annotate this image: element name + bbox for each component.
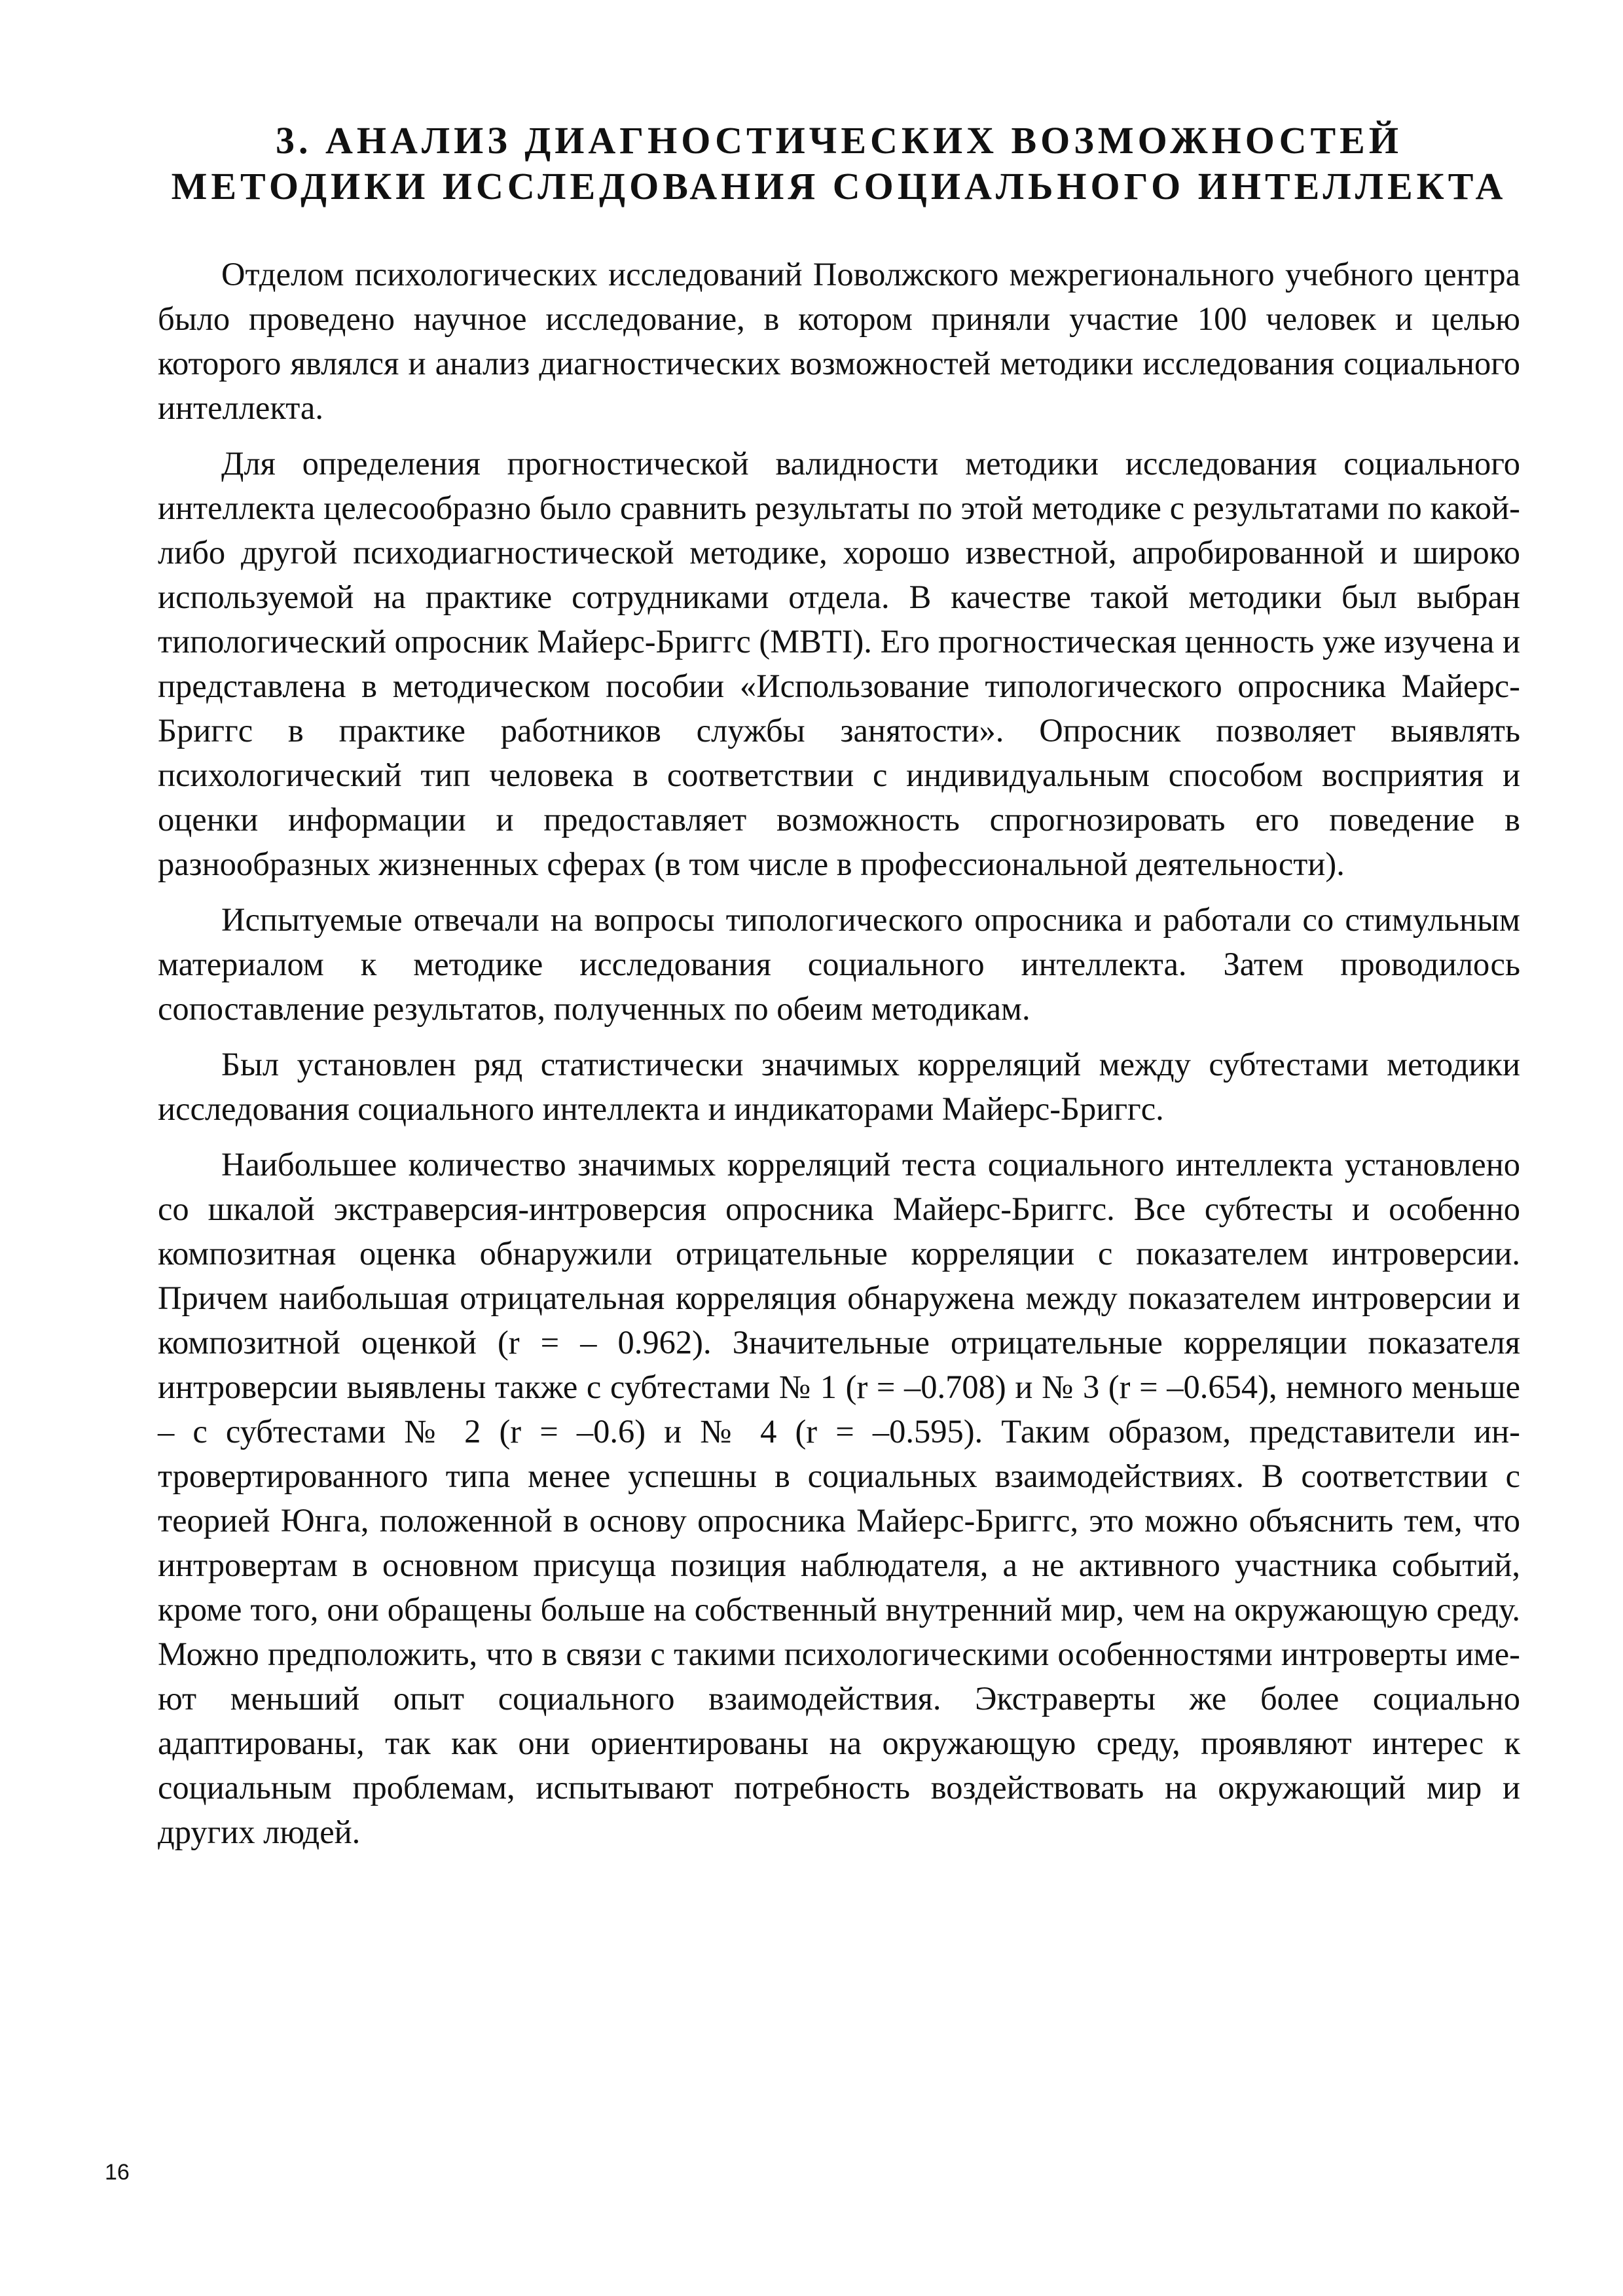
section-title-line-2: МЕТОДИКИ ИССЛЕДОВАНИЯ СОЦИАЛЬНОГО ИНТЕЛЛЕКТА — [171, 165, 1507, 207]
paragraph: Был установлен ряд статистически значимых корреляций между субтестами методики исследования социального интеллекта и индикаторами Майерс-Бриггс. — [158, 1046, 1520, 1127]
paragraph: Наибольшее количество значимых корреляций теста социального интеллекта установлено со шкалой экстраверсия-интроверсия опросника Майерс-Бриггс. Все субтесты и особенно композитная оценка обнаружили отрицательные корреляции с показателем интроверсии. Причем наибольшая отрицательная корреляция обнаружена между показателем интроверсии и композитной оценкой (r = – 0.962). Значительные отрицательные корреляции показателя интроверсии выявлены также с субтестами № 1 (r = –0.708) и № 3 (r = –0.654), немного меньше – с субтестами № 2 (r = –0.6) и № 4 (r = –0.595). Таким образом, представители интровертированного типа менее успешны в социальных взаимодействиях. В соответствии с теорией Юнга, положенной в основу опросника Майерс-Бриггс, это можно объяснить тем, что интровертам в основном присуща позиция наблюдателя, а не активного участника событий, кроме того, они обращены больше на собственный внутренний мир, чем на окружающую среду. Можно предположить, что в связи с такими психологическими особенностями интроверты имеют меньший опыт социального взаимодействия. Экстраверты же более социально адаптированы, так как они ориентированы на окружающую среду, проявляют интерес к социальным проблемам, испытывают потребность воздействовать на окружающий мир и других людей. — [158, 1146, 1520, 1850]
paragraph: Испытуемые отвечали на вопросы типологического опросника и работали со стимульным материалом к методике исследования социального интеллекта. Затем проводилось сопоставление результатов, полученных по обеим методикам. — [158, 901, 1520, 1027]
section-title — [158, 118, 1520, 209]
paragraph: Отделом психологических исследований Поволжского межрегионального учебного центра было проведено научное исследование, в котором приняли участие 100 человек и целью которого являлся и анализ диагностических возможностей методики исследования социального интеллекта. — [158, 256, 1520, 426]
section-title-line-1: 3. АНАЛИЗ ДИАГНОСТИЧЕСКИХ ВОЗМОЖНОСТЕЙ — [276, 119, 1402, 162]
body-text — [158, 252, 1520, 1865]
paragraph: Для определения прогностической валидности методики исследования социального интеллекта целесообразно было сравнить результаты по этой методике с результатами по какой-либо другой психодиагностической методике, хорошо известной, апробированной и широко используемой на практике сотрудниками отдела. В качестве такой методики был выбран типологический опросник Майерс-Бриггс (MBTI). Его прогностическая ценность уже изучена и представлена в методическом пособии «Использование типологического опросника Майерс-Бриггс в практике работников службы занятости». Опросник позволяет выявлять психологический тип человека в соответствии с индивидуальным способом восприятия и оценки информации и предоставляет возможность спрогнозировать его поведение в разнообразных жизненных сферах (в том числе в профессиональной деятельности). — [158, 445, 1520, 882]
page-number: 16 — [105, 2160, 130, 2185]
